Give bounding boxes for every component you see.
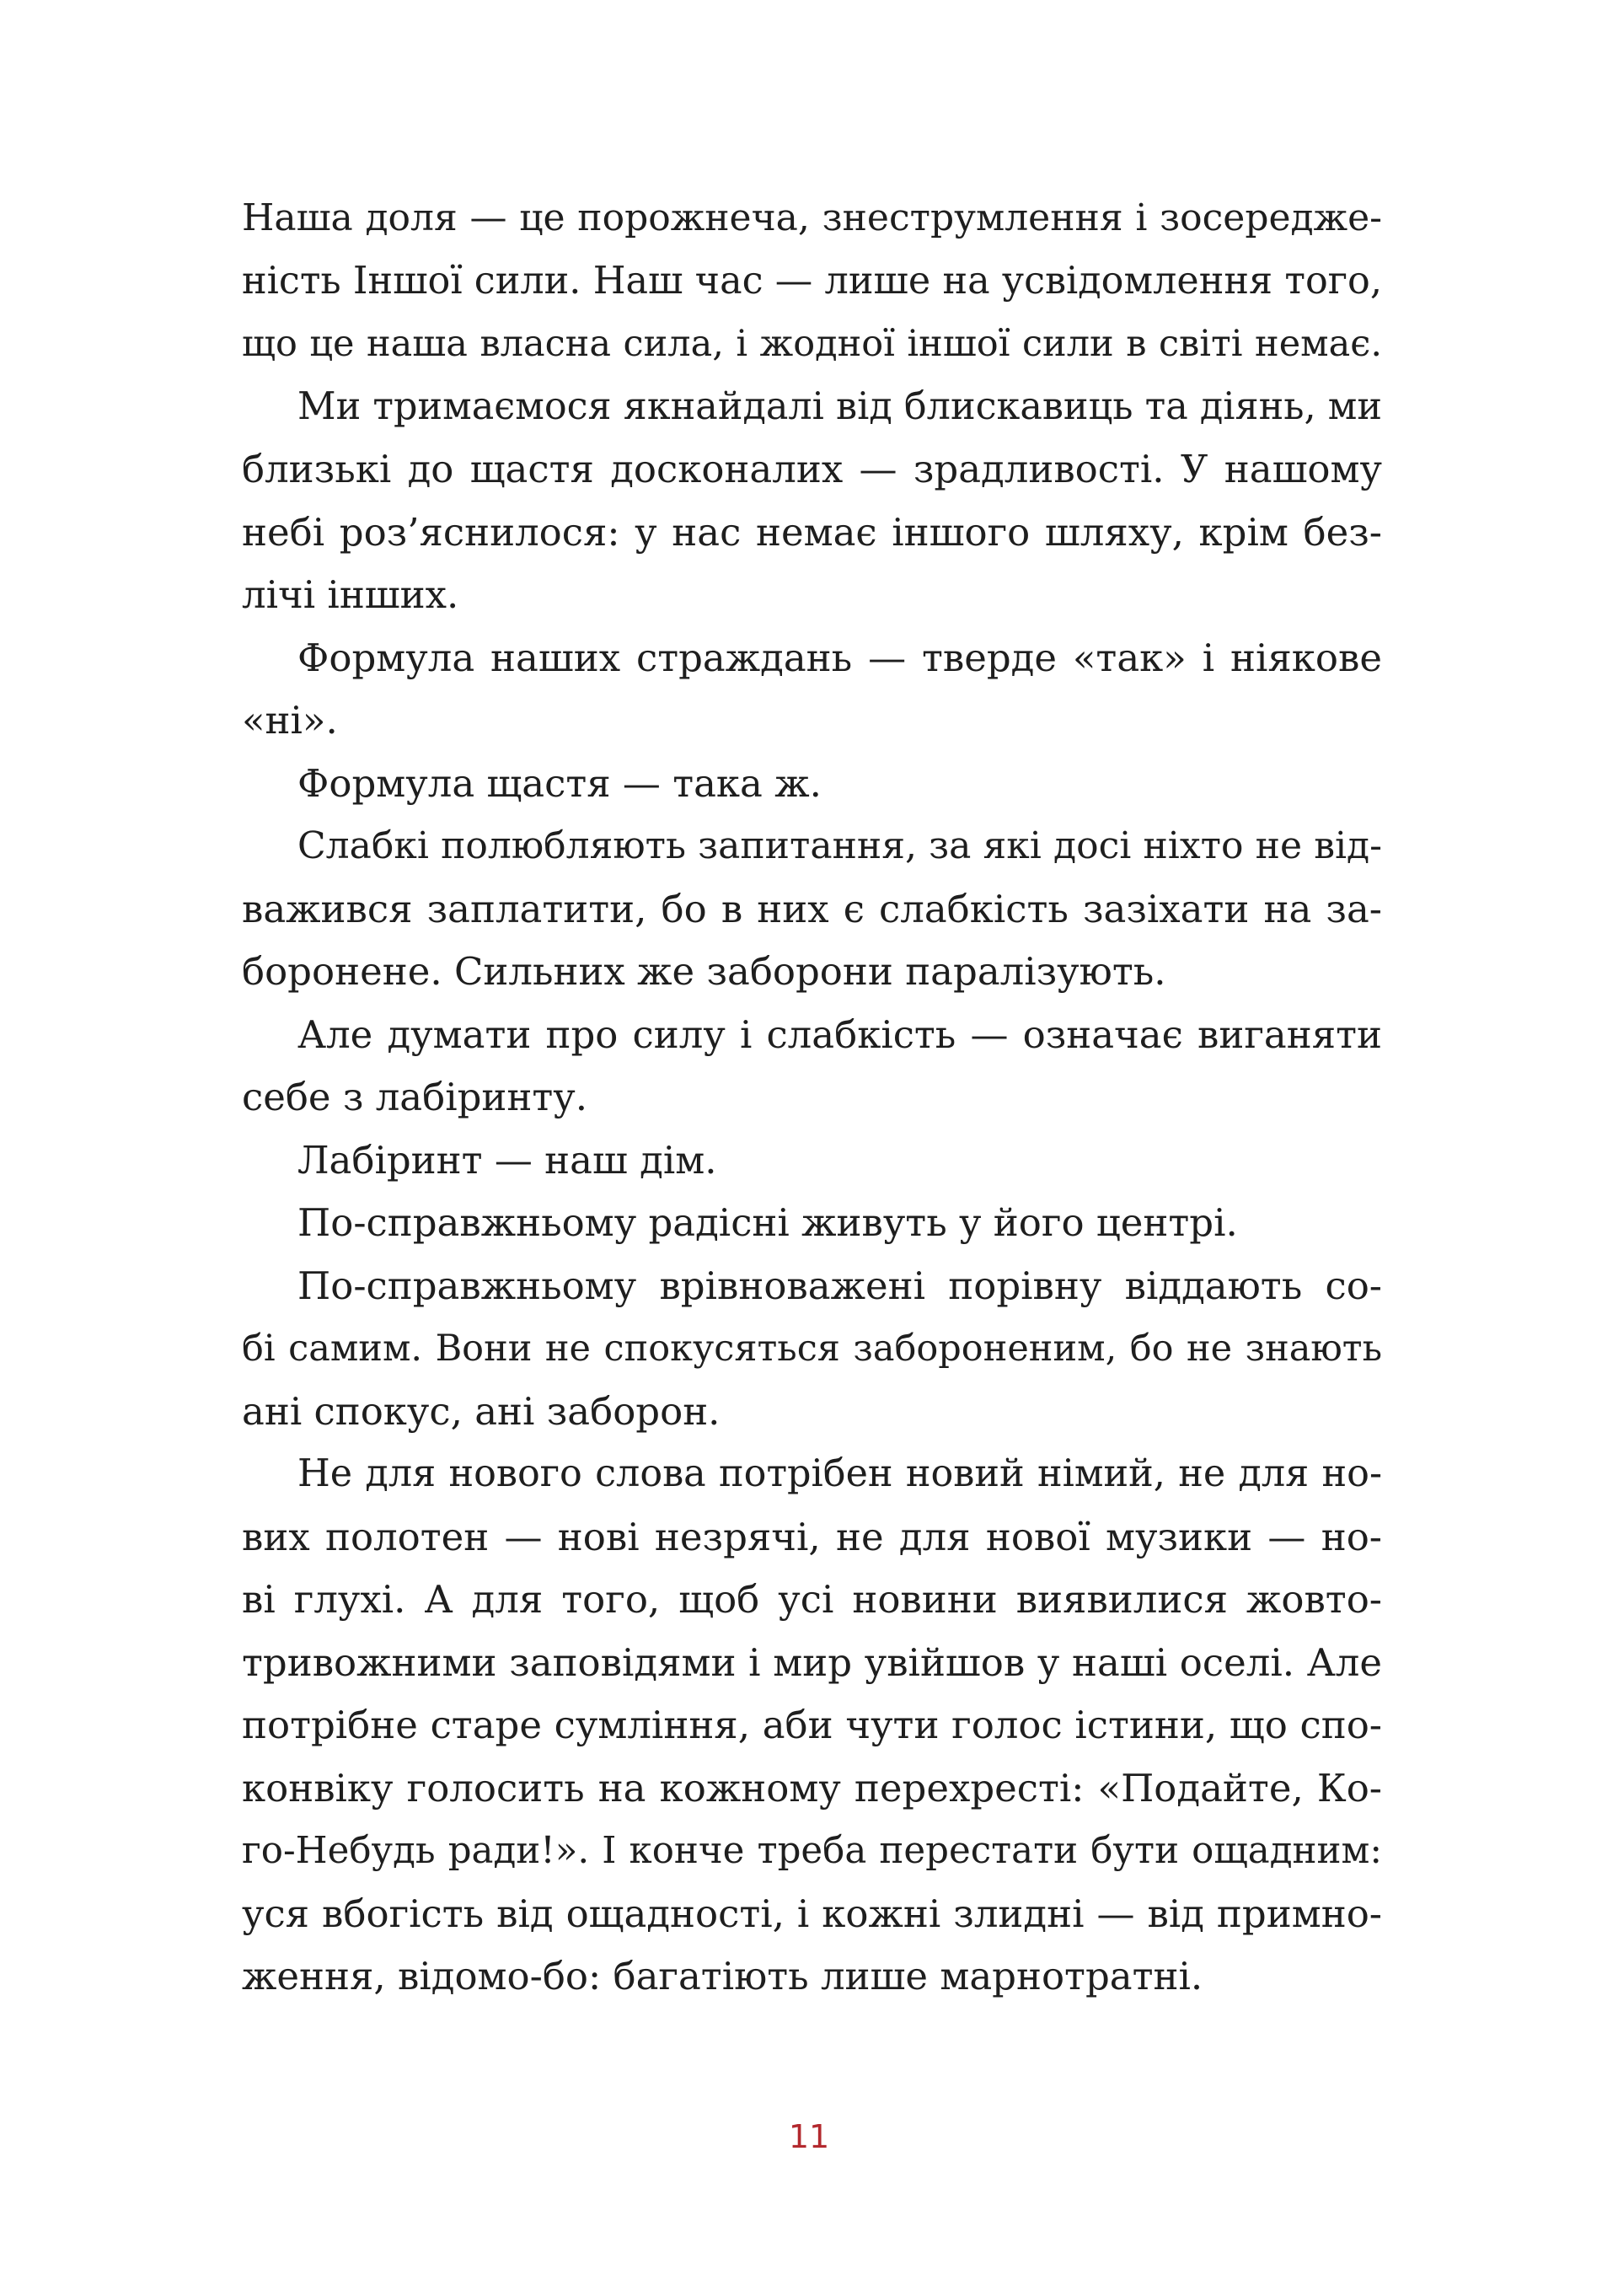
text-line: конвіку голосить на кожному перехресті: «Подайте, Ко- [242,1765,1382,1811]
text-line: боронене. Сильних же заборони паралізують. [242,949,1166,994]
text-line: тривожними заповідями і мир увійшов у наші оселі. Але [242,1639,1382,1685]
text-line: що це наша власна сила, і жодної іншої сили в світі немає. [242,323,1382,365]
text-line: Лабіринт — наш дім. [297,1137,717,1183]
body-text [242,187,1382,2009]
text-line: По-справжньому радісні живуть у його центрі. [297,1200,1238,1245]
text-line: ність Іншої сили. Наш час — лише на усвідомлення того, [242,259,1382,303]
text-line: небі роз’яснилося: у нас немає іншого шляху, крім без- [242,509,1382,555]
text-line: Не для нового слова потрібен новий німий, не для но- [297,1452,1382,1495]
text-line: потрібне старе сумління, аби чути голос істини, що спо- [242,1703,1382,1747]
text-line: Слабкі полюбляють запитання, за які досі ніхто не від- [297,824,1382,867]
text-line: важився заплатити, бо в них є слабкість зазіхати на за- [242,886,1382,931]
text-line: Формула наших страждань — тверде «так» і ніякове [297,635,1382,680]
page-number: 11 [788,2118,830,2155]
text-line: ві глухі. А для того, щоб усі новини виявилися жовто- [242,1577,1382,1622]
text-line: лічі інших. [242,572,459,617]
text-line: По-справжньому врівноважені порівну віддають со- [297,1263,1382,1308]
text-line: ані спокус, ані заборон. [242,1388,721,1434]
text-line: вих полотен — нові незрячі, не для нової музики — но- [242,1514,1382,1559]
text-line: Наша доля — це порожнеча, знеструмлення і зосередже- [242,196,1382,239]
text-line: близькі до щастя досконалих — зрадливості. У нашому [242,447,1382,491]
text-line: Формула щастя — така ж. [297,760,822,806]
text-line: уся вбогість від ощадності, і кожні злидні — від примно- [242,1891,1382,1936]
text-line: бі самим. Вони не спокусяться забороненим, бо не знають [242,1328,1382,1370]
text-line: ження, відомо-бо: багатіють лише марнотратні. [242,1954,1203,1998]
text-line: «ні». [242,698,338,743]
text-line: себе з лабіринту. [242,1075,588,1119]
text-line: Ми тримаємося якнайдалі від блискавиць та діянь, ми [297,384,1383,428]
text-line: Але думати про силу і слабкість — означає виганяти [297,1011,1382,1057]
text-line: го-Небудь ради!». І конче треба перестати бути ощадним: [242,1830,1382,1872]
